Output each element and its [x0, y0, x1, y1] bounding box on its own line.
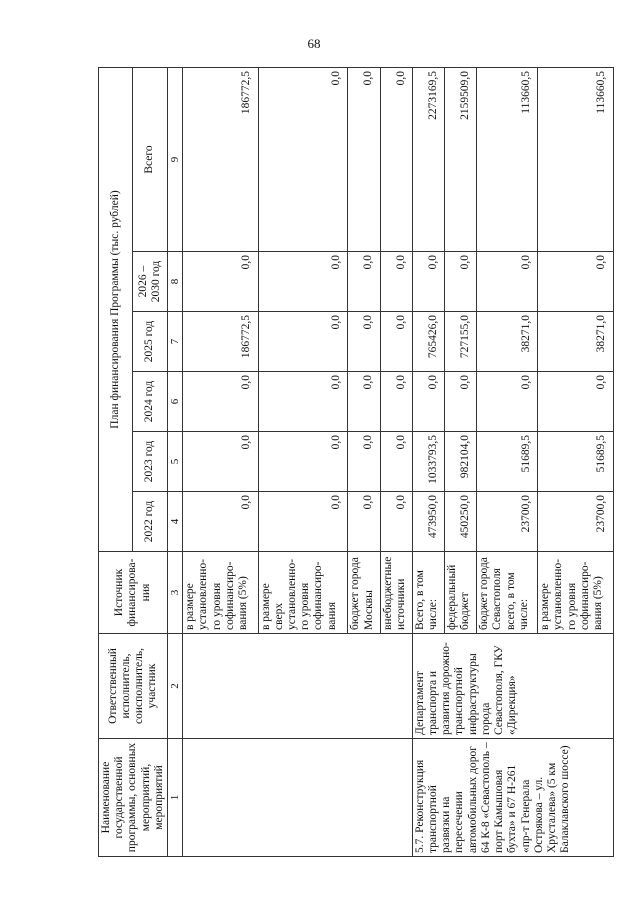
- cell-value: 23700,0: [538, 492, 614, 552]
- cell-value: 0,0: [412, 372, 444, 432]
- financing-table: [98, 67, 614, 857]
- header-year-2022: 2022 год: [133, 492, 168, 552]
- cell-value: 51689,5: [477, 432, 538, 492]
- cell-value: 0,0: [348, 252, 380, 312]
- header-program-name: Наименование государственной программы, основных мероприятий, мероприятий: [99, 739, 168, 857]
- cell-value: 51689,5: [538, 432, 614, 492]
- cell-value: 0,0: [380, 492, 412, 552]
- cell-value: 0,0: [538, 252, 614, 312]
- page-number: 68: [307, 36, 321, 51]
- column-index: 7: [168, 312, 183, 372]
- cell-value: 0,0: [538, 372, 614, 432]
- row-source: в размере сверх установленно-го уровня софинансиро-вания: [258, 552, 348, 634]
- row-source: бюджет города Севастополя всего, в том числе:: [477, 552, 538, 634]
- cell-value: 982104,0: [444, 432, 476, 492]
- column-index: 3: [168, 552, 183, 634]
- header-year-2025: 2025 год: [133, 312, 168, 372]
- row-source: федеральный бюджет: [444, 552, 476, 634]
- cell-value: 0,0: [258, 492, 348, 552]
- column-index: 6: [168, 372, 183, 432]
- cell-value: 2273169,5: [412, 68, 444, 252]
- column-index: 9: [168, 68, 183, 252]
- row-name-empty: [183, 739, 413, 857]
- cell-value: 0,0: [380, 252, 412, 312]
- row-executor-empty: [183, 634, 413, 739]
- table-row: [183, 68, 258, 857]
- cell-value: 0,0: [444, 372, 476, 432]
- cell-value: 186772,5: [183, 68, 258, 252]
- cell-value: 0,0: [380, 432, 412, 492]
- cell-value: 0,0: [380, 372, 412, 432]
- cell-value: 450250,0: [444, 492, 476, 552]
- column-index: 2: [168, 634, 183, 739]
- header-year-2024: 2024 год: [133, 372, 168, 432]
- cell-value: 0,0: [444, 252, 476, 312]
- cell-value: 0,0: [348, 372, 380, 432]
- cell-value: 727155,0: [444, 312, 476, 372]
- rotated-table-wrapper: [98, 67, 608, 857]
- cell-value: 0,0: [348, 312, 380, 372]
- cell-value: 0,0: [348, 68, 380, 252]
- cell-value: 0,0: [183, 252, 258, 312]
- cell-value: 0,0: [258, 432, 348, 492]
- cell-value: 38271,0: [477, 312, 538, 372]
- cell-value: 186772,5: [183, 312, 258, 372]
- row-program-name: 5.7. Реконструкция транспортной развязки на пересечении автомобильных дорог 64 К-8 «Севастополь – порт Камышовая бухта» и 67 Н-261 «пр-т Генерала Острякова – ул. Хрусталева» (5 км Балаклавского шоссе): [412, 739, 613, 857]
- cell-value: 0,0: [183, 432, 258, 492]
- cell-value: 0,0: [183, 492, 258, 552]
- cell-value: 0,0: [380, 312, 412, 372]
- cell-value: 765426,0: [412, 312, 444, 372]
- header-executor: Ответственный исполнитель, соисполнитель, участник: [99, 634, 168, 739]
- row-executor: Департамент транспорта и развития дорожно-транспортной инфраструктуры города Севастополя, ГКУ «Дирекция»: [412, 634, 613, 739]
- column-index: 5: [168, 432, 183, 492]
- cell-value: 38271,0: [538, 312, 614, 372]
- header-financing-plan: План финансирования Программы (тыс. рублей): [99, 68, 133, 552]
- row-source: бюджет города Москвы: [348, 552, 380, 634]
- header-year-2023: 2023 год: [133, 432, 168, 492]
- cell-value: 0,0: [258, 312, 348, 372]
- column-index: 8: [168, 252, 183, 312]
- row-source: в размере установленно-го уровня софинансиро-вания (5%): [538, 552, 614, 634]
- cell-value: 0,0: [258, 68, 348, 252]
- cell-value: 0,0: [258, 372, 348, 432]
- header-total: Всего: [133, 68, 168, 252]
- cell-value: 23700,0: [477, 492, 538, 552]
- cell-value: 0,0: [348, 492, 380, 552]
- table-row: [412, 68, 444, 857]
- cell-value: 1033793,5: [412, 432, 444, 492]
- cell-value: 113660,5: [538, 68, 614, 252]
- cell-value: 0,0: [348, 432, 380, 492]
- cell-value: 0,0: [258, 252, 348, 312]
- column-index-row: [168, 68, 183, 857]
- cell-value: 0,0: [412, 252, 444, 312]
- column-index: 1: [168, 739, 183, 857]
- cell-value: 113660,5: [477, 68, 538, 252]
- cell-value: 473950,0: [412, 492, 444, 552]
- cell-value: 0,0: [183, 372, 258, 432]
- cell-value: 0,0: [380, 68, 412, 252]
- header-source: Источник финансирова-ния: [99, 552, 168, 634]
- row-source: Всего, в том числе:: [412, 552, 444, 634]
- cell-value: 0,0: [477, 252, 538, 312]
- row-source: внебюджетные источники: [380, 552, 412, 634]
- cell-value: 2159509,0: [444, 68, 476, 252]
- column-index: 4: [168, 492, 183, 552]
- row-source: в размере установленно-го уровня софинансиро-вания (5%): [183, 552, 258, 634]
- cell-value: 0,0: [477, 372, 538, 432]
- header-year-2026-2030: 2026 – 2030 год: [133, 252, 168, 312]
